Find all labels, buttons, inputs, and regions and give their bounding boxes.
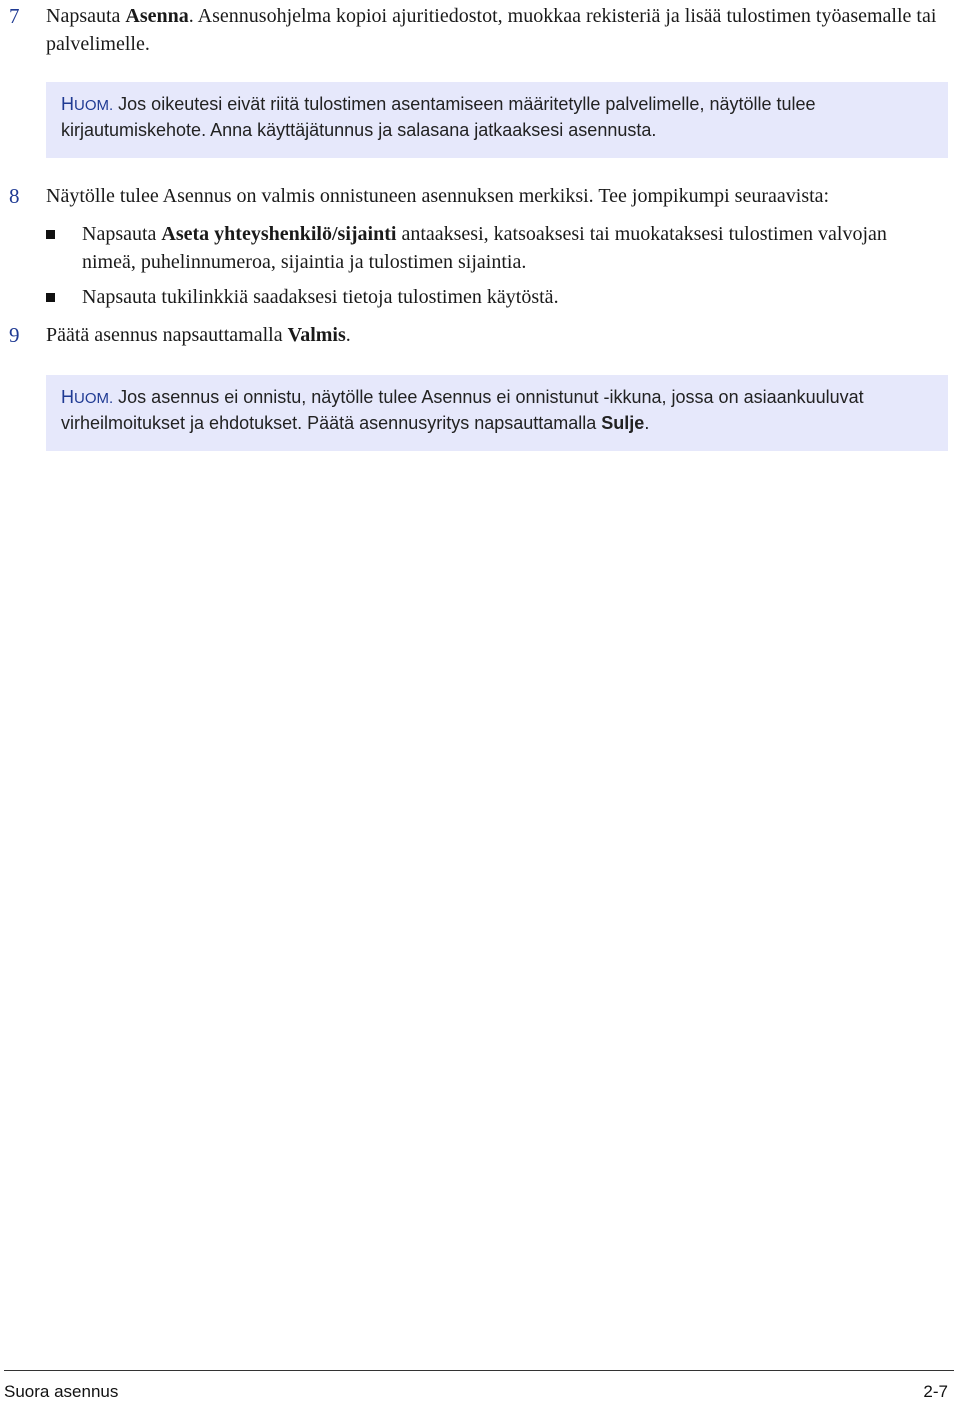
footer-page-number: 2-7 xyxy=(923,1382,948,1401)
step-text: Näytölle tulee Asennus on valmis onnistuneen asennuksen merkiksi. Tee jompikumpi seuraavista: xyxy=(46,185,830,207)
note-label-initial: H xyxy=(61,387,74,407)
note-text: Jos asennus ei onnistu, näytölle tulee Asennus ei onnistunut -ikkuna, jossa on asiaankuuluvat virheilmoitukset ja ehdotukset. Päätä asennusyritys napsauttamalla xyxy=(61,387,864,433)
footer-section-title: Suora asennus xyxy=(4,1382,119,1401)
step-number: 9 xyxy=(9,323,20,347)
note-box xyxy=(46,375,948,451)
bullet-square-icon xyxy=(46,230,55,239)
note-label xyxy=(61,387,113,407)
step-text xyxy=(46,2,940,58)
step-bold-term: Valmis xyxy=(287,324,346,346)
step-number: 7 xyxy=(9,4,20,28)
step-text-part: Napsauta xyxy=(46,5,126,27)
note-text: . xyxy=(644,413,650,433)
bullet-square-icon xyxy=(46,293,55,302)
step-text-part: Päätä asennus napsauttamalla xyxy=(46,324,288,346)
note-box xyxy=(46,82,948,158)
list-item-text: Napsauta tukilinkkiä saadaksesi tietoja tulostimen käytöstä. xyxy=(82,286,559,308)
step-text xyxy=(46,321,940,349)
footer-divider xyxy=(4,1370,954,1371)
step-text-part: . xyxy=(345,324,351,346)
note-label xyxy=(61,94,113,114)
list-text-part: antaaksesi, katsoaksesi tai muokataksesi tulostimen valvojan nimeä, puhelinnumeroa, sijaintia ja tulostimen sijaintia. xyxy=(82,223,887,273)
note-text: Jos oikeutesi eivät riitä tulostimen asentamiseen määritetylle palvelimelle, näytölle tulee kirjautumiskehote. Anna käyttäjätunnus ja salasana jatkaaksesi asennusta. xyxy=(61,94,816,140)
note-label-rest: UOM. xyxy=(74,97,114,114)
note-label-rest: UOM. xyxy=(74,390,114,407)
step-number: 8 xyxy=(9,184,20,208)
list-item-text xyxy=(82,220,936,276)
list-bold-term: Aseta yhteyshenkilö/sijainti xyxy=(161,223,397,245)
step-text-part: . Asennusohjelma kopioi ajuritiedostot, muokkaa rekisteriä ja lisää tulostimen työasemalle tai palvelimelle. xyxy=(46,5,937,55)
note-label-initial: H xyxy=(61,94,74,114)
step-bold-term: Asenna xyxy=(125,5,189,27)
list-text-part: Napsauta xyxy=(82,223,162,245)
note-bold-term: Sulje xyxy=(601,413,645,433)
